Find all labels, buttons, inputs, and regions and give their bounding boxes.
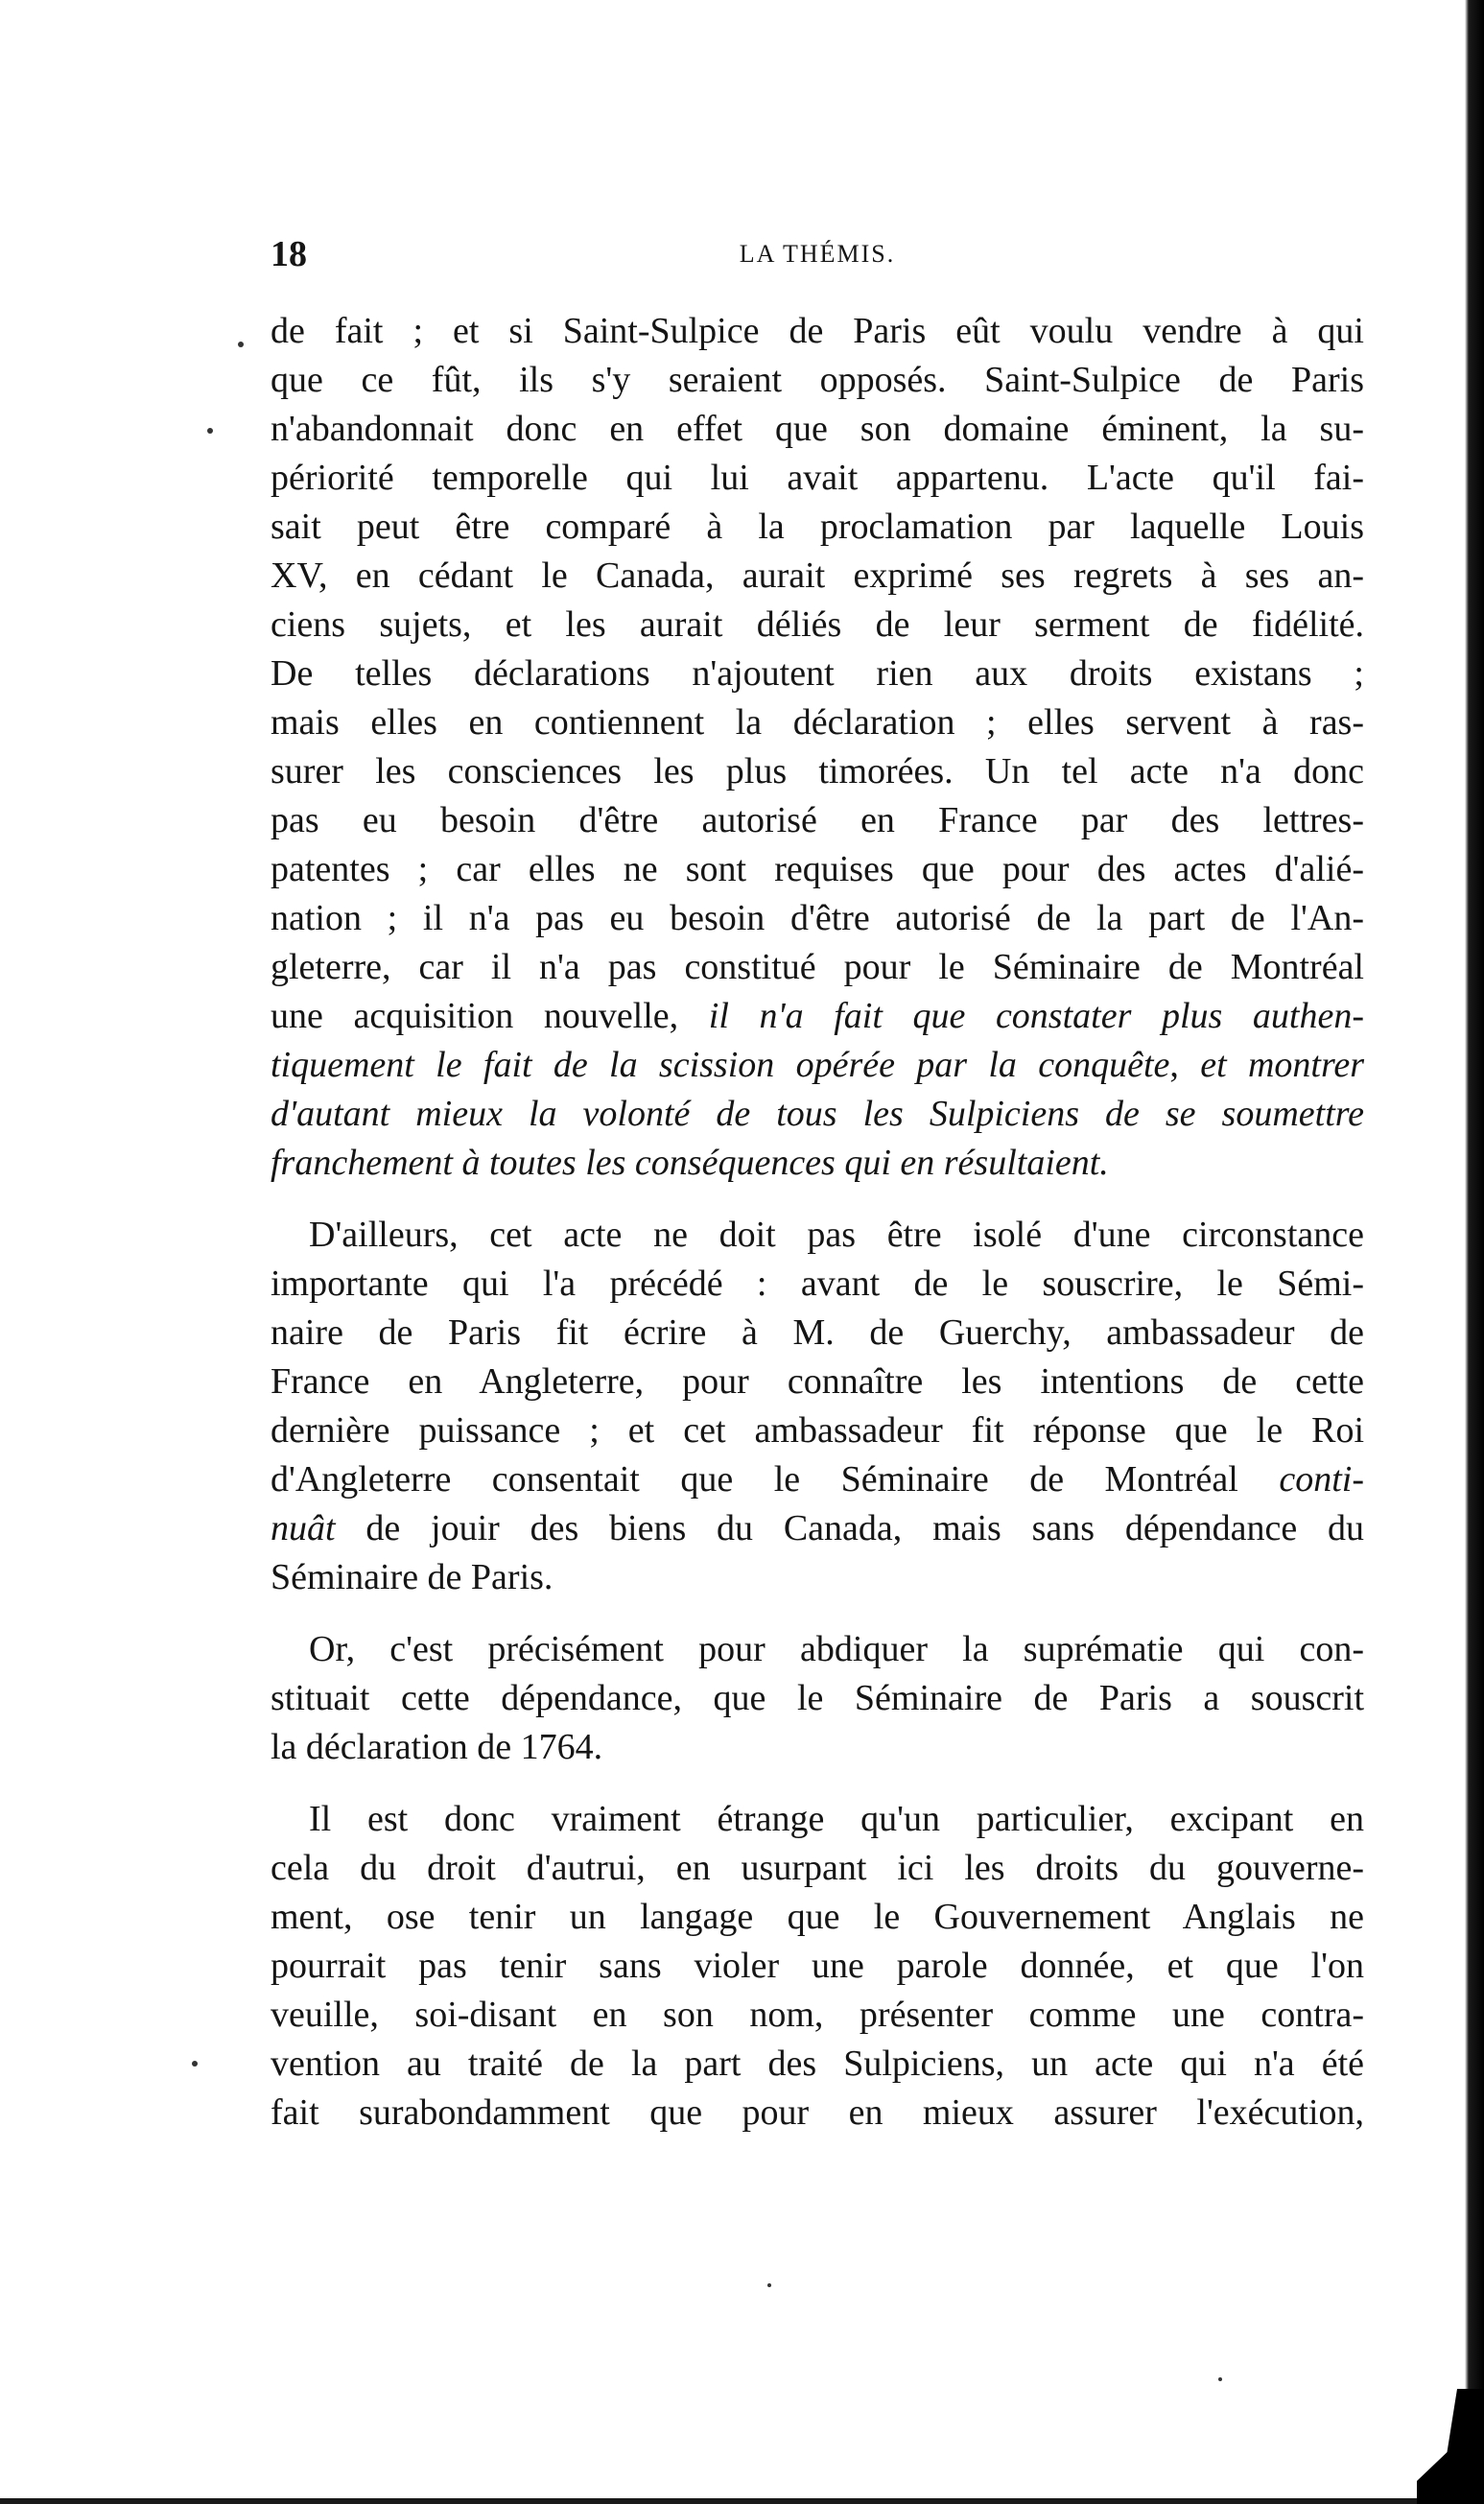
text-line: De telles déclarations n'ajoutent rien aux droits existans ; <box>271 653 1364 694</box>
text-line: Il est donc vraiment étrange qu'un particulier, excipant en <box>309 1799 1364 1839</box>
page-bottom-edge <box>0 2498 1484 2504</box>
text-line: ciens sujets, et les aurait déliés de leur serment de fidélité. <box>271 604 1364 645</box>
scan-speck <box>192 2061 198 2067</box>
text-line: ment, ose tenir un langage que le Gouvernement Anglais ne <box>271 1897 1364 1937</box>
text-body <box>271 307 1364 2138</box>
text-line: importante qui l'a précédé : avant de le souscrire, le Sémi- <box>271 1264 1364 1304</box>
text-line: nation ; il n'a pas eu besoin d'être autorisé de la part de l'An- <box>271 898 1364 938</box>
text-line <box>271 992 1364 1041</box>
text-line: mais elles en contiennent la déclaration ; elles servent à ras- <box>271 702 1364 743</box>
text-italic: nuât <box>271 1508 336 1548</box>
text-roman: d'Angleterre consentait que le Séminaire de Montréal <box>271 1459 1280 1500</box>
paragraph-3 <box>271 1625 1364 1772</box>
text-line: vention au traité de la part des Sulpiciens, un acte qui n'a été <box>271 2043 1364 2084</box>
text-roman: de jouir des biens du Canada, mais sans dépendance du <box>335 1508 1364 1548</box>
text-line: pourrait pas tenir sans violer une parole donnée, et que l'on <box>271 1946 1364 1986</box>
text-line <box>271 1455 1364 1504</box>
text-line: de fait ; et si Saint-Sulpice de Paris eût voulu vendre à qui <box>271 311 1364 351</box>
text-line: France en Angleterre, pour connaître les intentions de cette <box>271 1361 1364 1402</box>
text-line: stituait cette dépendance, que le Séminaire de Paris a souscrit <box>271 1678 1364 1718</box>
text-italic: il n'a fait que constater plus authen- <box>708 996 1364 1036</box>
text-line: périorité temporelle qui lui avait appartenu. L'acte qu'il fai- <box>271 458 1364 498</box>
text-line: d'autant mieux la volonté de tous les Sulpiciens de se soumettre <box>271 1094 1364 1134</box>
text-roman: une acquisition nouvelle, <box>271 996 709 1036</box>
text-line: dernière puissance ; et cet ambassadeur fit réponse que le Roi <box>271 1410 1364 1451</box>
paragraph-1 <box>271 307 1364 1188</box>
text-line: cela du droit d'autrui, en usurpant ici les droits du gouverne- <box>271 1848 1364 1888</box>
page-number: 18 <box>271 234 307 274</box>
text-italic: tiquement le fait de la scission opérée par la conquête <box>271 1045 1170 1085</box>
text-line <box>271 1041 1364 1090</box>
text-line: naire de Paris fit écrire à M. de Guerchy, ambassadeur de <box>271 1312 1364 1353</box>
text-line <box>271 1504 1364 1553</box>
text-line: fait surabondamment que pour en mieux assurer l'exécution, <box>271 2092 1364 2133</box>
page-header <box>271 230 1364 278</box>
text-line: la déclaration de 1764. <box>271 1727 603 1767</box>
scan-speck <box>767 2283 771 2287</box>
scan-speck <box>238 342 244 347</box>
text-line: sait peut être comparé à la proclamation par laquelle Louis <box>271 507 1364 547</box>
text-line: Or, c'est précisément pour abdiquer la suprématie qui con- <box>309 1629 1364 1669</box>
text-line: gleterre, car il n'a pas constitué pour le Séminaire de Montréal <box>271 947 1364 987</box>
paragraph-2 <box>271 1211 1364 1602</box>
text-line: XV, en cédant le Canada, aurait exprimé ses regrets à ses an- <box>271 555 1364 596</box>
text-line: n'abandonnait donc en effet que son domaine éminent, la su- <box>271 409 1364 449</box>
paragraph-4 <box>271 1795 1364 2138</box>
text-line: franchement à toutes les conséquences qui en résultaient. <box>271 1143 1109 1183</box>
running-title: LA THÉMIS. <box>739 240 896 268</box>
text-italic: et montrer <box>1200 1045 1364 1085</box>
text-line: veuille, soi-disant en son nom, présenter comme une contra- <box>271 1995 1364 2035</box>
text-roman: , <box>1169 1045 1201 1085</box>
text-line: Séminaire de Paris. <box>271 1557 554 1597</box>
text-line: pas eu besoin d'être autorisé en France par des lettres- <box>271 800 1364 840</box>
text-line: surer les consciences les plus timorées. Un tel acte n'a donc <box>271 751 1364 791</box>
page-binding-edge <box>1451 0 1484 2504</box>
scan-corner-shadow <box>1417 2389 1484 2504</box>
text-line: patentes ; car elles ne sont requises que pour des actes d'alié- <box>271 849 1364 889</box>
scan-speck <box>207 428 213 434</box>
text-italic: conti- <box>1279 1459 1364 1500</box>
text-line: que ce fût, ils s'y seraient opposés. Saint-Sulpice de Paris <box>271 360 1364 400</box>
scan-speck <box>1218 2377 1222 2381</box>
text-line: D'ailleurs, cet acte ne doit pas être isolé d'une circonstance <box>309 1215 1364 1255</box>
